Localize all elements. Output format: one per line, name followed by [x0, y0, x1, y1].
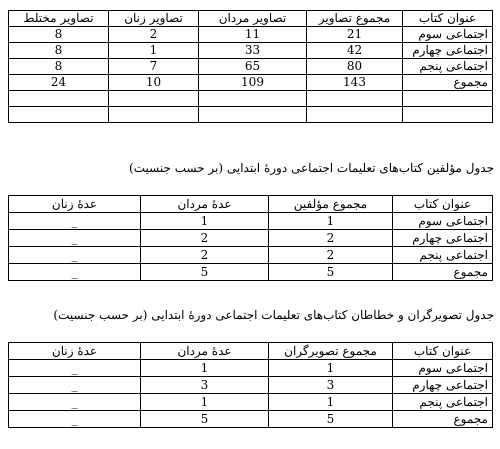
table-cell: 5	[141, 264, 269, 281]
table-cell: 2	[269, 247, 393, 264]
empty-table-row	[9, 107, 493, 123]
table-total-row	[9, 75, 493, 91]
table-row	[9, 394, 493, 411]
total-label-cell: مجموع	[403, 75, 493, 91]
table-cell: 109	[199, 75, 307, 91]
table-row	[9, 230, 493, 247]
authors-by-gender-table	[8, 195, 493, 281]
table-row	[9, 43, 493, 59]
table-cell: 8	[9, 43, 109, 59]
book-title-cell: اجتماعی سوم	[393, 360, 493, 377]
table-cell: 1	[141, 213, 269, 230]
table-cell: 2	[109, 27, 199, 43]
column-header: تصاویر مردان	[199, 11, 307, 27]
table-header-row	[9, 196, 493, 213]
empty-cell	[109, 107, 199, 123]
column-header: عدۀ زنان	[9, 196, 141, 213]
column-header: تصاویر زنان	[109, 11, 199, 27]
table-total-row	[9, 264, 493, 281]
book-title-cell: اجتماعی پنجم	[393, 247, 493, 264]
table-cell: _	[9, 394, 141, 411]
table-cell: _	[9, 411, 141, 428]
table-cell: _	[9, 360, 141, 377]
column-header: عنوان کتاب	[403, 11, 493, 27]
table-cell: 10	[109, 75, 199, 91]
column-header: مجموع تصویرگران	[269, 343, 393, 360]
table-header-row	[9, 343, 493, 360]
book-title-cell: اجتماعی سوم	[403, 27, 493, 43]
illustrators-table-caption: جدول تصویرگران و خطاطان کتاب‌های تعلیمات اجتماعی دورۀ ابتدایی (بر حسب جنسیت)	[53, 308, 494, 322]
table-cell: 1	[109, 43, 199, 59]
table-cell: 5	[269, 264, 393, 281]
table-cell: 3	[269, 377, 393, 394]
table-header-row	[9, 11, 493, 27]
empty-cell	[109, 91, 199, 107]
table-cell: 1	[269, 360, 393, 377]
table-cell: 8	[9, 59, 109, 75]
images-by-gender-table	[8, 10, 493, 123]
table-cell: 7	[109, 59, 199, 75]
table-cell: 1	[269, 394, 393, 411]
table-cell: 42	[307, 43, 403, 59]
table-cell: 2	[141, 230, 269, 247]
table-cell: 24	[9, 75, 109, 91]
table-cell: _	[9, 230, 141, 247]
table-cell: _	[9, 247, 141, 264]
table-cell: 80	[307, 59, 403, 75]
empty-cell	[403, 91, 493, 107]
empty-cell	[199, 91, 307, 107]
book-title-cell: اجتماعی سوم	[393, 213, 493, 230]
table-row	[9, 27, 493, 43]
empty-cell	[403, 107, 493, 123]
table-cell: 3	[141, 377, 269, 394]
empty-cell	[9, 107, 109, 123]
table-cell: 1	[269, 213, 393, 230]
column-header: عنوان کتاب	[393, 196, 493, 213]
table-cell: 1	[141, 394, 269, 411]
column-header: عدۀ مردان	[141, 343, 269, 360]
table-row	[9, 360, 493, 377]
book-title-cell: اجتماعی چهارم	[403, 43, 493, 59]
table-cell: _	[9, 377, 141, 394]
column-header: مجموع مؤلفین	[269, 196, 393, 213]
illustrators-by-gender-table	[8, 342, 493, 428]
authors-table-caption: جدول مؤلفین کتاب‌های تعلیمات اجتماعی دورۀ ابتدایی (بر حسب جنسیت)	[129, 161, 494, 175]
empty-cell	[199, 107, 307, 123]
total-label-cell: مجموع	[393, 264, 493, 281]
table-cell: 33	[199, 43, 307, 59]
book-title-cell: اجتماعی چهارم	[393, 377, 493, 394]
table-cell: 2	[269, 230, 393, 247]
table-cell: 2	[141, 247, 269, 264]
table-cell: _	[9, 213, 141, 230]
book-title-cell: اجتماعی پنجم	[393, 394, 493, 411]
table-row	[9, 247, 493, 264]
table-total-row	[9, 411, 493, 428]
empty-table-row	[9, 91, 493, 107]
column-header: تصاویر مختلط	[9, 11, 109, 27]
column-header: عنوان کتاب	[393, 343, 493, 360]
table-cell: _	[9, 264, 141, 281]
table-cell: 143	[307, 75, 403, 91]
column-header: عدۀ زنان	[9, 343, 141, 360]
table-cell: 8	[9, 27, 109, 43]
column-header: عدۀ مردان	[141, 196, 269, 213]
empty-cell	[9, 91, 109, 107]
table-cell: 1	[141, 360, 269, 377]
empty-cell	[307, 107, 403, 123]
column-header: مجموع تصاویر	[307, 11, 403, 27]
empty-cell	[307, 91, 403, 107]
table-row	[9, 377, 493, 394]
table-row	[9, 213, 493, 230]
table-cell: 5	[141, 411, 269, 428]
book-title-cell: اجتماعی چهارم	[393, 230, 493, 247]
book-title-cell: اجتماعی پنجم	[403, 59, 493, 75]
total-label-cell: مجموع	[393, 411, 493, 428]
table-cell: 5	[269, 411, 393, 428]
table-cell: 11	[199, 27, 307, 43]
table-row	[9, 59, 493, 75]
table-cell: 21	[307, 27, 403, 43]
table-cell: 65	[199, 59, 307, 75]
